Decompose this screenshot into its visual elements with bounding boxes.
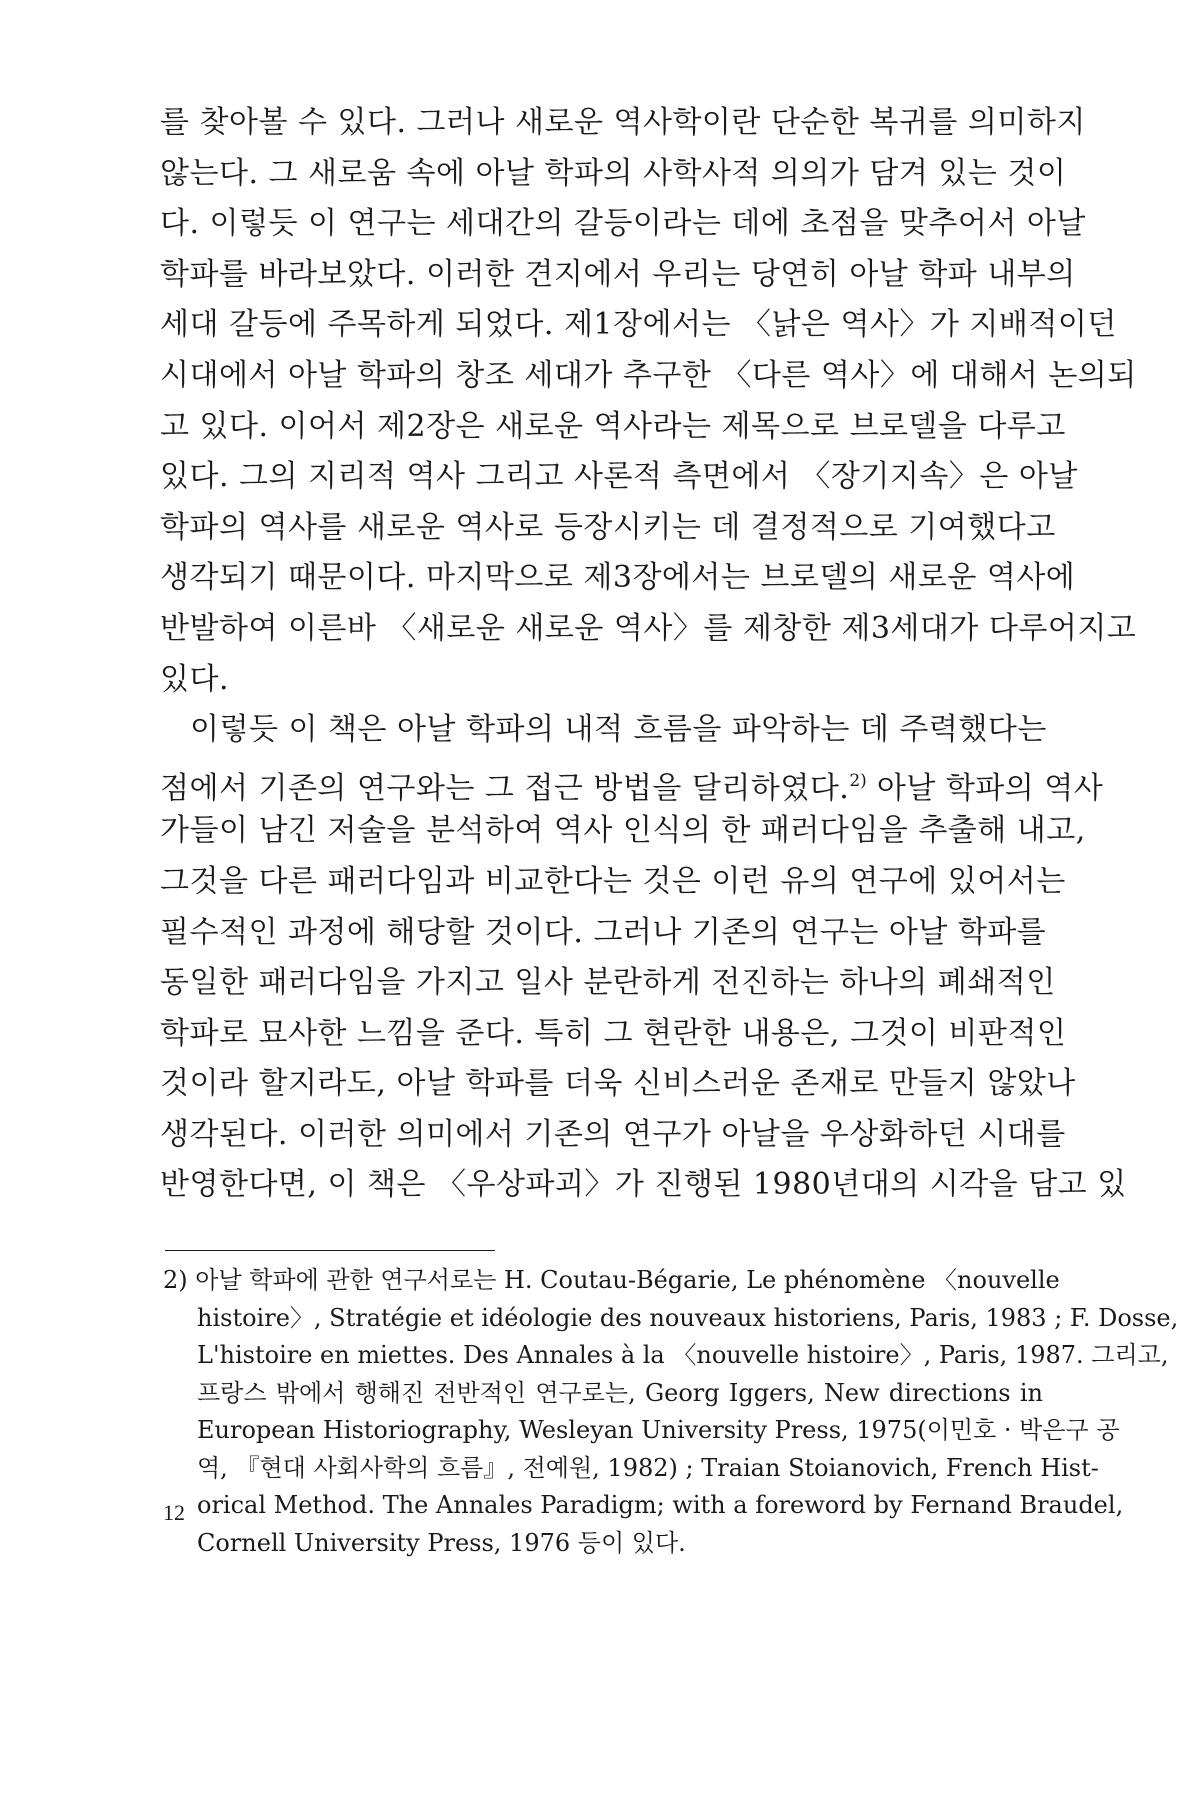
body-line: 세대 갈등에 주목하게 되었다. 제1장에서는 〈낡은 역사〉가 지배적이던 [160, 307, 1117, 343]
footnote-divider [165, 1250, 495, 1251]
footnote-line: 프랑스 밖에서 행해진 전반적인 연구로는, Georg Iggers, New directions in [197, 1378, 1043, 1407]
body-line: 생각되기 때문이다. 마지막으로 제3장에서는 브로델의 새로운 역사에 [160, 560, 1076, 596]
body-line: 그것을 다른 패러다임과 비교한다는 것은 이런 유의 연구에 있어서는 [160, 863, 1066, 899]
body-line: 를 찾아볼 수 있다. 그러나 새로운 역사학이란 단순한 복귀를 의미하지 [160, 105, 1086, 140]
body-line: 생각된다. 이러한 의미에서 기존의 연구가 아날을 우상화하던 시대를 [160, 1116, 1066, 1152]
body-text [160, 98, 1137, 1211]
body-line: 이렇듯 이 책은 아날 학파의 내적 흐름을 파악하는 데 주력했다는 [190, 712, 1047, 748]
body-line: 반영한다면, 이 책은 〈우상파괴〉가 진행된 1980년대의 시각을 담고 있 [160, 1167, 1127, 1203]
body-line: 동일한 패러다임을 가지고 일사 분란하게 전진하는 하나의 폐쇄적인 [160, 965, 1056, 1001]
footnote-line: histoire〉, Stratégie et idéologie des nouveaux historiens, Paris, 1983 ; F. Dosse, [197, 1303, 1179, 1332]
footnotes [163, 1262, 1179, 1562]
body-line: 있다. [160, 661, 229, 697]
body-line: 있다. 그의 지리적 역사 그리고 사론적 측면에서 〈장기지속〉은 아날 [160, 459, 1078, 495]
body-line: 다. 이렇듯 이 연구는 세대간의 갈등이라는 데에 초점을 맞추어서 아날 [160, 206, 1086, 242]
footnote-line: European Historiography, Wesleyan University Press, 1975(이민호 · 박은구 공 [197, 1416, 1120, 1444]
footnote-line: 역, 『현대 사회사학의 흐름』, 전예원, 1982) ; Traian Stoianovich, French Hist- [197, 1453, 1099, 1482]
footnote-reference: 2) [849, 770, 867, 791]
body-line: 필수적인 과정에 해당할 것이다. 그러나 기존의 연구는 아날 학파를 [160, 914, 1047, 950]
footnote-line: orical Method. The Annales Paradigm; with a foreword by Fernand Braudel, [197, 1491, 1124, 1519]
footnote-line: L'histoire en miettes. Des Annales à la 〈nouvelle histoire〉, Paris, 1987. 그리고, [197, 1341, 1169, 1369]
body-line: 학파로 묘사한 느낌을 준다. 특히 그 현란한 내용은, 그것이 비판적인 [160, 1015, 1067, 1051]
footnote-line: 2) 아날 학파에 관한 연구서로는 H. Coutau-Bégarie, Le phénomène 〈nouvelle [163, 1266, 1060, 1294]
body-line: 학파의 역사를 새로운 역사로 등장시키는 데 결정적으로 기여했다고 [160, 509, 1056, 545]
body-line: 것이라 할지라도, 아날 학파를 더욱 신비스러운 존재로 만들지 않았나 [160, 1066, 1076, 1102]
footnote-line: Cornell University Press, 1976 등이 있다. [197, 1528, 686, 1557]
body-line: 학파를 바라보았다. 이러한 견지에서 우리는 당연히 아날 학파 내부의 [160, 256, 1076, 292]
body-line-tail: 아날 학파의 역사 [866, 770, 1104, 806]
body-line: 고 있다. 이어서 제2장은 새로운 역사라는 제목으로 브로델을 다루고 [160, 408, 1066, 444]
body-line: 않는다. 그 새로움 속에 아날 학파의 사학사적 의의가 담겨 있는 것이 [160, 155, 1067, 191]
page-number: 12 [163, 1500, 185, 1525]
body-line: 반발하여 이른바 〈새로운 새로운 역사〉를 제창한 제3세대가 다루어지고 [160, 610, 1137, 646]
body-line: 시대에서 아날 학파의 창조 세대가 추구한 〈다른 역사〉에 대해서 논의되 [160, 357, 1137, 393]
body-line-with-footnote [160, 756, 1104, 807]
body-line-text: 점에서 기존의 연구와는 그 접근 방법을 달리하였다. [160, 770, 850, 806]
body-line: 가들이 남긴 저술을 분석하여 역사 인식의 한 패러다임을 추출해 내고, [160, 813, 1086, 849]
